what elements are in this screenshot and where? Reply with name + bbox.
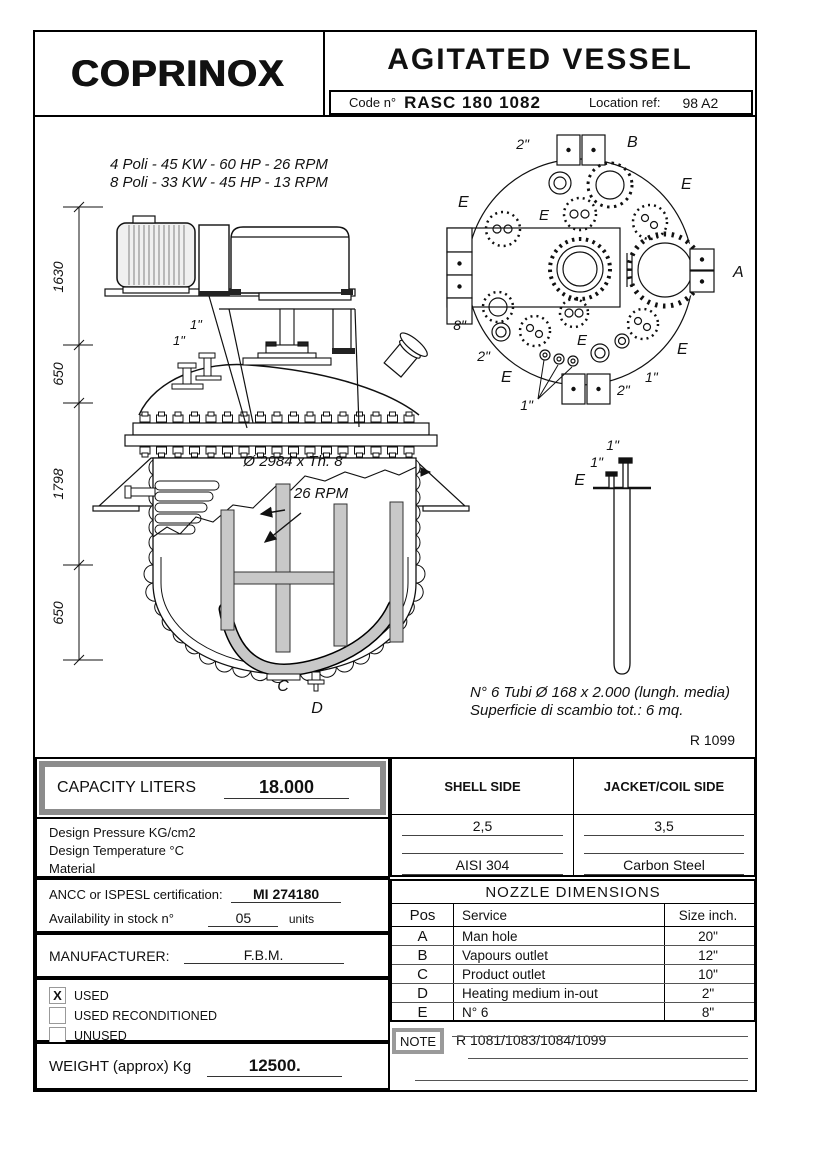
material-label: Material: [49, 861, 96, 876]
code-label: Code n°: [349, 95, 397, 110]
belt-guard: [229, 227, 353, 300]
tube-note-1: N° 6 Tubi Ø 168 x 2.000 (lungh. media): [470, 684, 731, 701]
dim-1630: 1630: [50, 261, 66, 293]
nozzle-d-size: 2": [701, 985, 715, 1001]
dim-650b: 650: [50, 601, 66, 625]
tv-a: A: [733, 264, 744, 281]
shell-temperature-value: [402, 836, 563, 854]
logo-cell: [33, 30, 325, 117]
design-temperature-label: Design Temperature °C: [49, 843, 185, 858]
tv-e5: E: [577, 332, 588, 349]
nozzle-c-size: 10": [698, 966, 718, 982]
pos-header: Pos: [392, 904, 454, 926]
shell-diameter-label: Ø 2984 x Th. 8: [243, 453, 343, 470]
jacket-side-header: JACKET/COIL SIDE: [574, 759, 754, 815]
tv-e4: E: [501, 369, 512, 386]
condition-reconditioned-row: [49, 1007, 388, 1024]
shell-side-column: [392, 759, 574, 875]
central-flange: [550, 239, 610, 299]
weight-label: WEIGHT (approx) Kg: [49, 1057, 192, 1075]
used-reconditioned-label: USED RECONDITIONED: [74, 1008, 218, 1023]
condition-cell: [35, 978, 390, 1042]
manufacturer-label: MANUFACTURER:: [49, 947, 170, 964]
jacket-side-column: [574, 759, 754, 875]
note-value: R 1081/1083/1084/1099: [456, 1032, 607, 1048]
tube-1in-b: 1": [606, 437, 619, 453]
agitator-shaft: [243, 309, 331, 365]
tube-e: E: [574, 472, 585, 489]
nozzle-b-size: 12": [698, 947, 718, 963]
nozzle-row-a: [392, 927, 754, 946]
tv-2in-b: 2": [617, 382, 630, 398]
used-label: USED: [74, 988, 109, 1003]
tube-1in-a: 1": [590, 454, 603, 470]
service-header: Service: [454, 904, 665, 926]
manhole-side: [380, 330, 431, 381]
nozzle-a-service: Man hole: [454, 927, 665, 945]
checkbox-used-reconditioned[interactable]: [49, 1007, 66, 1024]
note-rule-3: [415, 1080, 748, 1081]
capacity-cell: [35, 757, 390, 819]
dim-1798: 1798: [50, 468, 66, 500]
nozzle-d-service: Heating medium in-out: [454, 984, 665, 1002]
stock-label: Availability in stock n°: [49, 911, 174, 926]
tv-1in-r: 1": [645, 369, 658, 385]
nozzle-row-d: [392, 984, 754, 1003]
tv-e3: E: [538, 207, 549, 224]
manufacturer-cell: [35, 933, 390, 978]
tv-e2: E: [681, 176, 692, 193]
dished-head: [139, 364, 419, 415]
design-pressure-label: Design Pressure KG/cm2: [49, 825, 196, 840]
nozzle-d-pos: D: [392, 984, 454, 1002]
nozzle-1in-label-a: 1": [190, 317, 202, 332]
size-header: Size inch.: [678, 907, 738, 923]
company-logo: COPRINOX: [71, 52, 285, 94]
nozzle-1in-label-b: 1": [173, 333, 185, 348]
nozzle-e-service: N° 6: [454, 1003, 665, 1022]
nozzle-b-pos: B: [392, 946, 454, 964]
nozzle-a-size: 20": [698, 928, 718, 944]
weight-cell: [35, 1042, 390, 1090]
tube-detail: [593, 458, 651, 674]
weight-value: 12500.: [207, 1056, 342, 1077]
capacity-box: [39, 761, 386, 815]
jacket-temperature-value: [584, 836, 744, 854]
location-label: Location ref:: [588, 95, 661, 110]
outlet-d-label: D: [311, 700, 323, 717]
tv-e1: E: [458, 194, 469, 211]
outlet-c-label: C: [277, 678, 289, 695]
vessel-flange: [133, 423, 429, 435]
rpm-label: 26 RPM: [293, 485, 349, 502]
note-rule-1: [452, 1036, 748, 1037]
location-value: 98 A2: [682, 94, 719, 111]
jacket-material-value: Carbon Steel: [584, 854, 744, 875]
dim-650a: 650: [50, 362, 66, 386]
note-label-box: [392, 1028, 444, 1054]
motor-spec-line1: 4 Poli - 45 KW - 60 HP - 26 RPM: [110, 156, 328, 173]
page-title: AGITATED VESSEL: [387, 43, 693, 76]
dimension-chain: [63, 202, 103, 665]
shell-jacket-table: [390, 757, 756, 877]
nozzle-c-pos: C: [392, 965, 454, 983]
note-label: NOTE: [399, 1033, 437, 1049]
nozzle-table-title: NOZZLE DIMENSIONS: [392, 881, 754, 904]
certification-label: ANCC or ISPESL certification:: [49, 887, 223, 902]
motor: [117, 216, 195, 293]
manhole-top: [627, 234, 714, 306]
nozzle-c-service: Product outlet: [454, 965, 665, 983]
manufacturer-value: F.B.M.: [184, 947, 344, 964]
design-cell: [35, 817, 390, 878]
condition-used-row: [49, 987, 388, 1004]
nozzle-row-c: [392, 965, 754, 984]
certification-cell: [35, 878, 390, 933]
tv-e6: E: [677, 341, 688, 358]
note-rule-2: [468, 1058, 748, 1059]
capacity-label: CAPACITY LITERS: [57, 779, 196, 796]
nozzle-row-b: [392, 946, 754, 965]
tube-note-2: Superficie di scambio tot.: 6 mq.: [470, 702, 684, 719]
tv-2in-top: 2": [516, 136, 529, 152]
nozzle-e-pos: E: [392, 1003, 454, 1022]
nozzle-table-header: [392, 904, 754, 927]
nozzle-a-pos: A: [392, 927, 454, 945]
shell-side-header: SHELL SIDE: [392, 759, 573, 815]
stock-value: 05: [208, 910, 278, 927]
nozzle-table: [390, 879, 756, 1022]
checkbox-used[interactable]: X: [49, 987, 66, 1004]
nozzle-b-service: Vapours outlet: [454, 946, 665, 964]
tv-2in-bl: 2": [477, 348, 490, 364]
technical-drawing: [33, 117, 757, 755]
tv-b: B: [627, 134, 638, 151]
tv-1in-leader: 1": [520, 397, 533, 413]
jacket-pressure-value: 3,5: [584, 815, 744, 836]
motor-spec-line2: 8 Poli - 33 KW - 45 HP - 13 RPM: [110, 174, 328, 191]
nozzle-row-e: [392, 1003, 754, 1022]
shell-material-value: AISI 304: [402, 854, 563, 875]
gearbox: [199, 225, 229, 295]
certification-value: MI 274180: [231, 886, 341, 903]
code-value: RASC 180 1082: [404, 92, 541, 112]
stock-units: units: [288, 912, 315, 926]
capacity-value: 18.000: [224, 777, 349, 799]
drawing-ref: R 1099: [689, 732, 735, 748]
shell-pressure-value: 2,5: [402, 815, 563, 836]
code-bar: [329, 90, 753, 115]
side-view: [63, 202, 469, 691]
tv-8in: 8": [453, 317, 466, 333]
nozzle-e-size: 8": [701, 1005, 715, 1020]
unused-label: UNUSED: [74, 1028, 127, 1043]
